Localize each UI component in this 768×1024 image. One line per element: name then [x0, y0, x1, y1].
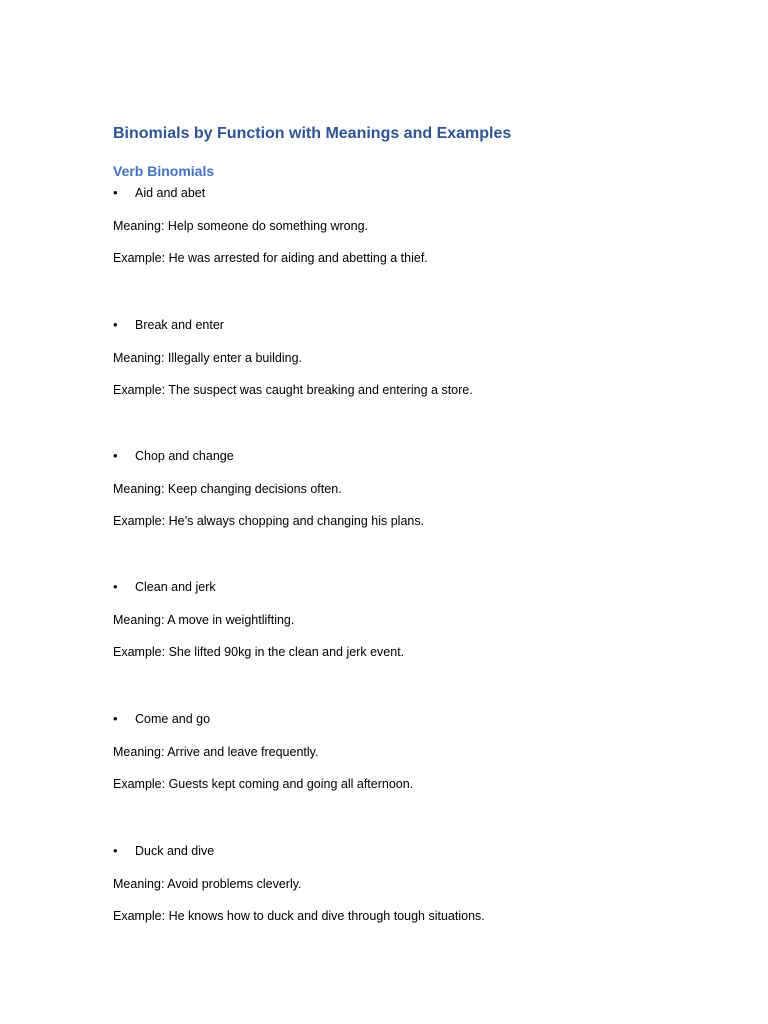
binomial-term: Come and go	[135, 712, 211, 726]
meaning-text: Meaning: Arrive and leave frequently.	[113, 745, 319, 759]
binomial-term: Chop and change	[135, 449, 234, 463]
example-text: Example: He’s always chopping and changing his plans.	[113, 514, 425, 528]
binomial-term: Clean and jerk	[135, 580, 216, 594]
bullet-icon: •	[113, 711, 118, 726]
bullet-icon: •	[113, 579, 118, 594]
binomial-entry	[113, 712, 673, 844]
binomial-entry	[113, 186, 673, 318]
binomial-entry	[113, 318, 673, 450]
binomial-entry	[113, 449, 673, 581]
bullet-icon: •	[113, 185, 118, 200]
binomial-term: Aid and abet	[135, 186, 206, 200]
example-text: Example: He knows how to duck and dive through tough situations.	[113, 909, 485, 923]
binomial-term: Duck and dive	[135, 844, 215, 858]
binomial-entry	[113, 580, 673, 712]
bullet-icon: •	[113, 448, 118, 463]
meaning-text: Meaning: Avoid problems cleverly.	[113, 877, 302, 891]
meaning-text: Meaning: A move in weightlifting.	[113, 613, 295, 627]
section-heading-verb-binomials: Verb Binomials	[113, 163, 215, 179]
example-text: Example: He was arrested for aiding and abetting a thief.	[113, 251, 428, 265]
document-title: Binomials by Function with Meanings and Examples	[113, 125, 512, 142]
example-text: Example: Guests kept coming and going all afternoon.	[113, 777, 414, 791]
example-text: Example: The suspect was caught breaking and entering a store.	[113, 383, 473, 397]
example-text: Example: She lifted 90kg in the clean and jerk event.	[113, 645, 405, 659]
bullet-icon: •	[113, 317, 118, 332]
binomial-term: Break and enter	[135, 318, 224, 332]
bullet-icon: •	[113, 843, 118, 858]
meaning-text: Meaning: Illegally enter a building.	[113, 351, 303, 365]
binomial-entry	[113, 844, 673, 976]
meaning-text: Meaning: Help someone do something wrong.	[113, 219, 369, 233]
meaning-text: Meaning: Keep changing decisions often.	[113, 482, 342, 496]
